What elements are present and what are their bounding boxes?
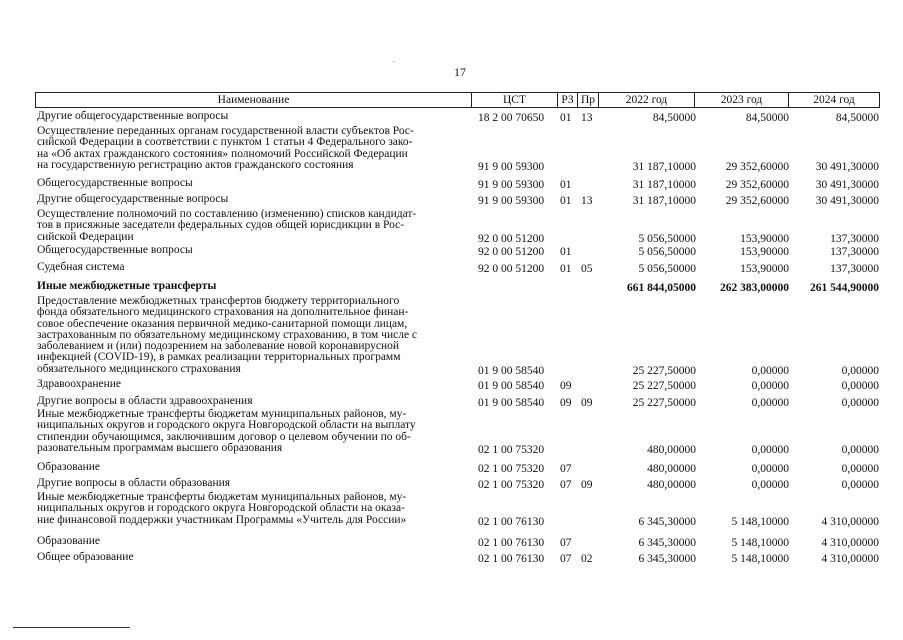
row-cst: 02 1 00 76130 <box>478 515 545 528</box>
header-cst: ЦСТ <box>472 92 558 108</box>
row-value-2024: 0,00000 <box>841 380 879 392</box>
row-name <box>37 536 477 547</box>
row-rz: 09 <box>560 397 572 409</box>
row-value-2024: 261 544,90000 <box>810 282 879 294</box>
row-name <box>37 296 477 375</box>
row-value-2023: 153,90000 <box>740 246 789 258</box>
row-rz: 01 <box>560 112 572 124</box>
row-cst: 91 9 00 59300 <box>478 179 545 191</box>
row-value-2022: 25 227,50000 <box>632 364 696 377</box>
row-name-line: Другие вопросы в области здравоохранения <box>37 395 253 407</box>
row-value-2023: 5 148,10000 <box>731 515 789 528</box>
row-value-2024: 0,00000 <box>841 443 879 456</box>
row-value-2024: 137,30000 <box>830 246 879 258</box>
row-name <box>37 194 477 205</box>
table-row <box>0 409 903 458</box>
row-name <box>37 281 477 292</box>
row-value-2024: 84,50000 <box>835 112 879 124</box>
row-name-line: Другие общегосударственные вопросы <box>37 110 229 122</box>
row-name-line: Предоставление межбюджетных трансфертов бюджету территориального <box>37 295 400 307</box>
row-value-2022: 84,50000 <box>652 112 696 124</box>
row-value-2024: 0,00000 <box>841 479 879 491</box>
row-value-2022: 480,00000 <box>647 479 696 491</box>
row-value-2022: 480,00000 <box>647 463 696 475</box>
row-name-line: на «Об актах гражданского состояния» полномочий Российской Федерации <box>37 147 408 160</box>
row-pr: 13 <box>581 195 593 207</box>
row-value-2023: 29 352,60000 <box>725 179 789 191</box>
row-cst: 92 0 00 51200 <box>478 263 545 275</box>
row-value-2023: 29 352,60000 <box>725 195 789 207</box>
header-name: Наименование <box>35 92 472 108</box>
row-name-line: сийской Федерации в соответствии с пунктом 1 статьи 4 Федерального зако- <box>37 136 413 149</box>
row-value-2022: 6 345,30000 <box>638 515 696 528</box>
row-cst: 02 1 00 76130 <box>478 537 545 549</box>
row-value-2024: 0,00000 <box>841 397 879 409</box>
row-value-2023: 0,00000 <box>751 397 789 409</box>
row-value-2023: 84,50000 <box>745 112 789 124</box>
row-name-line: застрахованным по обязательному медицинскому страхованию, в том числе с <box>37 328 418 341</box>
row-name-line: Общее образование <box>37 551 134 563</box>
row-value-2023: 0,00000 <box>751 479 789 491</box>
row-cst: 01 9 00 58540 <box>478 397 545 409</box>
table-row <box>0 178 903 193</box>
table-row <box>0 492 903 530</box>
row-value-2022: 5 056,50000 <box>638 246 696 258</box>
row-value-2023: 5 148,10000 <box>731 553 789 565</box>
row-value-2022: 31 187,10000 <box>632 195 696 207</box>
row-name <box>37 409 477 454</box>
row-name-line: ние финансовой поддержки участникам Программы «Учитель для России» <box>37 513 407 526</box>
table-row <box>0 245 903 260</box>
row-value-2023: 262 383,00000 <box>720 282 789 294</box>
table-row <box>0 281 903 296</box>
row-name <box>37 552 477 563</box>
row-name-line: ниципальных округов и городского округа Новгородской области на выплату <box>37 419 416 432</box>
row-name-line: ниципальных округов и городского округа Новгородской области на оказа- <box>37 502 405 515</box>
table-row <box>0 126 903 175</box>
row-rz: 01 <box>560 246 572 258</box>
row-value-2024: 4 310,00000 <box>821 537 879 549</box>
row-name <box>37 126 477 171</box>
footnote-divider <box>13 627 130 628</box>
row-value-2022: 31 187,10000 <box>632 179 696 191</box>
row-cst: 92 0 00 51200 <box>478 232 545 245</box>
row-name-line: на государственную регистрацию актов гражданского состояния <box>37 158 354 171</box>
table-row <box>0 262 903 277</box>
header-2023: 2023 год <box>695 92 789 108</box>
row-cst: 02 1 00 75320 <box>478 443 545 456</box>
row-rz: 01 <box>560 179 572 191</box>
row-name-line: Осуществление полномочий по составлению (изменению) списков кандидат- <box>37 208 417 220</box>
row-name-line: совое обеспечение оказания первичной медико-санитарной помощи лицам, <box>37 317 408 330</box>
row-value-2024: 4 310,00000 <box>821 515 879 528</box>
row-name <box>37 111 477 122</box>
row-name-line: Здравоохранение <box>37 378 122 390</box>
row-name <box>37 396 477 407</box>
table-row <box>0 209 903 247</box>
row-cst: 02 1 00 76130 <box>478 553 545 565</box>
row-name-line: заболеванием и (или) подозрением на заболевание новой коронавирусной <box>37 340 400 353</box>
row-rz: 07 <box>560 463 572 475</box>
row-cst: 18 2 00 70650 <box>478 112 545 124</box>
row-value-2024: 0,00000 <box>841 463 879 475</box>
row-pr: 13 <box>581 112 593 124</box>
row-cst: 01 9 00 58540 <box>478 380 545 392</box>
row-name-line: стипендии обучающимся, заключившим договор о целевом обучении по об- <box>37 430 411 443</box>
row-cst: 91 9 00 59300 <box>478 195 545 207</box>
row-value-2024: 4 310,00000 <box>821 553 879 565</box>
row-name <box>37 379 477 390</box>
row-name-line: фонда обязательного медицинского страхования на дополнительное финан- <box>37 306 409 319</box>
row-cst: 01 9 00 58540 <box>478 364 545 377</box>
row-pr: 05 <box>581 263 593 275</box>
row-value-2024: 30 491,30000 <box>815 160 879 173</box>
row-rz: 09 <box>560 380 572 392</box>
row-pr: 09 <box>581 479 593 491</box>
row-cst: 02 1 00 75320 <box>478 479 545 491</box>
row-value-2022: 25 227,50000 <box>632 380 696 392</box>
table-row <box>0 111 903 126</box>
table-row <box>0 296 903 379</box>
row-rz: 01 <box>560 195 572 207</box>
row-value-2023: 0,00000 <box>751 443 789 456</box>
row-name-line: Иные межбюджетные трансферты бюджетам муниципальных районов, му- <box>37 491 407 503</box>
row-value-2022: 661 844,05000 <box>627 282 696 294</box>
row-pr: 02 <box>581 553 593 565</box>
row-value-2022: 5 056,50000 <box>638 232 696 245</box>
row-value-2023: 153,90000 <box>740 232 789 245</box>
row-cst: 92 0 00 51200 <box>478 246 545 258</box>
row-name-line: разовательным программам высшего образования <box>37 441 283 454</box>
row-value-2022: 6 345,30000 <box>638 537 696 549</box>
row-name-line: сийской Федерации <box>37 230 134 243</box>
row-name-line: Общегосударственные вопросы <box>37 244 193 256</box>
row-name <box>37 178 477 189</box>
row-value-2023: 0,00000 <box>751 364 789 377</box>
row-value-2024: 30 491,30000 <box>815 195 879 207</box>
row-value-2022: 480,00000 <box>647 443 696 456</box>
row-value-2023: 0,00000 <box>751 380 789 392</box>
header-pr: Пр <box>578 92 599 108</box>
row-cst: 91 9 00 59300 <box>478 160 545 173</box>
row-cst: 02 1 00 75320 <box>478 463 545 475</box>
row-value-2024: 30 491,30000 <box>815 179 879 191</box>
row-name-line: Иные межбюджетные трансферты бюджетам муниципальных районов, му- <box>37 408 407 420</box>
row-name-line: Судебная система <box>37 261 125 273</box>
row-name <box>37 262 477 273</box>
row-name-line: Образование <box>37 461 101 473</box>
row-rz: 07 <box>560 537 572 549</box>
row-rz: 07 <box>560 479 572 491</box>
row-name <box>37 245 477 256</box>
row-pr: 09 <box>581 397 593 409</box>
header-2022: 2022 год <box>599 92 695 108</box>
scan-speck <box>393 61 395 62</box>
row-name-line: Другие общегосударственные вопросы <box>37 193 229 205</box>
row-value-2022: 5 056,50000 <box>638 263 696 275</box>
row-value-2024: 0,00000 <box>841 364 879 377</box>
row-name-line: Осуществление переданных органам государственной власти субъектов Рос- <box>37 125 414 137</box>
row-name-line: Общегосударственные вопросы <box>37 177 193 189</box>
row-name <box>37 209 477 243</box>
table-row <box>0 194 903 209</box>
row-value-2022: 31 187,10000 <box>632 160 696 173</box>
row-name-line: Иные межбюджетные трансферты <box>37 280 217 292</box>
row-value-2023: 153,90000 <box>740 263 789 275</box>
header-2024: 2024 год <box>789 92 880 108</box>
table-row <box>0 536 903 551</box>
row-value-2022: 25 227,50000 <box>632 397 696 409</box>
row-name <box>37 462 477 473</box>
row-value-2024: 137,30000 <box>830 263 879 275</box>
row-name-line: тов в присяжные заседатели федеральных судов общей юрисдикции в Рос- <box>37 219 405 232</box>
table-row <box>0 462 903 477</box>
row-name-line: Образование <box>37 535 101 547</box>
row-value-2024: 137,30000 <box>830 232 879 245</box>
row-name-line: обязательного медицинского страхования <box>37 362 241 375</box>
row-name-line: Другие вопросы в области образования <box>37 477 231 489</box>
row-rz: 01 <box>560 263 572 275</box>
row-rz: 07 <box>560 553 572 565</box>
row-name-line: инфекцией (COVID-19), в рамках реализации территориальных программ <box>37 351 401 364</box>
row-value-2023: 5 148,10000 <box>731 537 789 549</box>
row-value-2023: 29 352,60000 <box>725 160 789 173</box>
page-number: 17 <box>454 65 466 79</box>
row-value-2023: 0,00000 <box>751 463 789 475</box>
header-rz: РЗ <box>558 92 578 108</box>
row-name <box>37 492 477 526</box>
row-name <box>37 478 477 489</box>
row-value-2022: 6 345,30000 <box>638 553 696 565</box>
table-row <box>0 379 903 394</box>
table-row <box>0 552 903 567</box>
